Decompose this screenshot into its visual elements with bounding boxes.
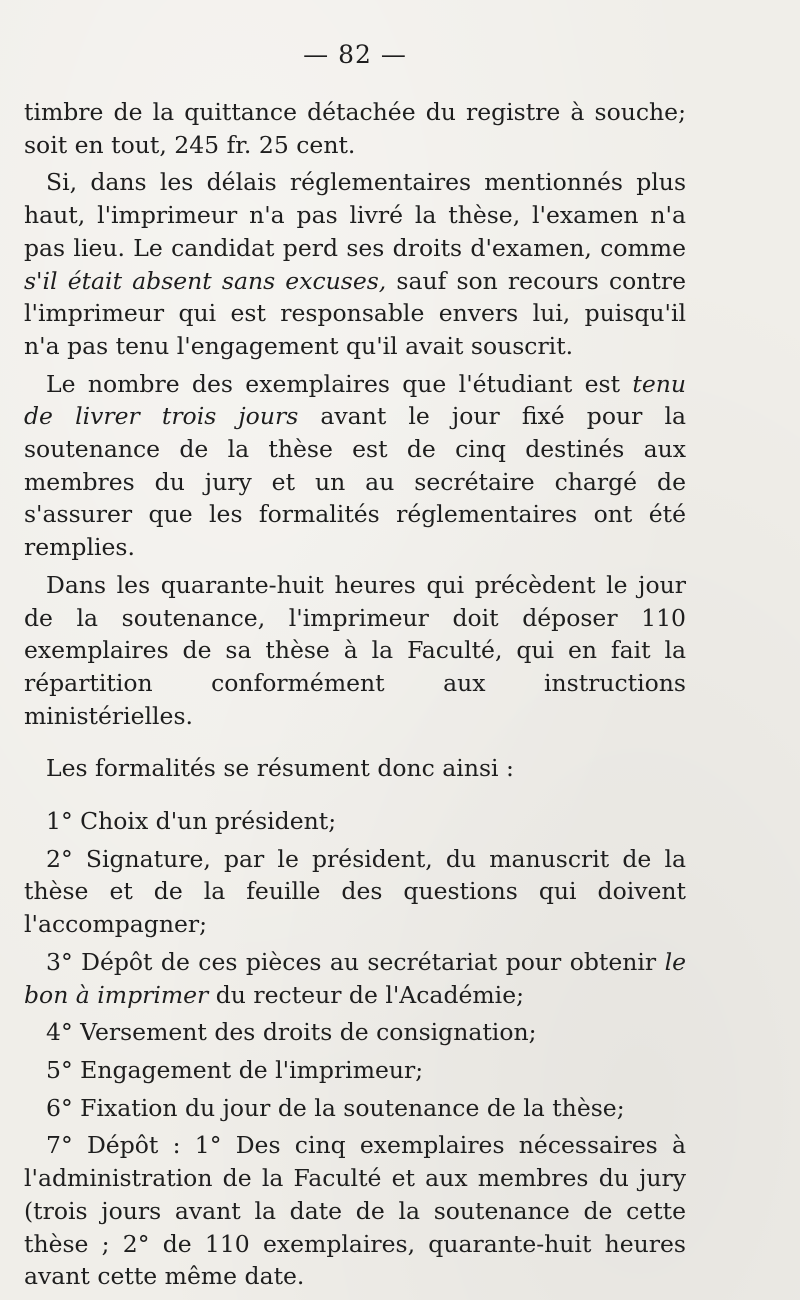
paragraph-copies-count <box>24 368 686 564</box>
text-span: Si, dans les délais réglementaires mentionnés plus haut, l'imprimeur n'a pas livré la thèse, l'examen n'a pas lieu. Le candidat perd ses droits d'examen, comme <box>24 168 686 262</box>
text-span: 3° Dépôt de ces pièces au secrétariat pour obtenir <box>46 947 665 976</box>
paragraph-printer-deadline <box>24 166 686 362</box>
list-item-5: 5° Engagement de l'imprimeur; <box>46 1055 424 1084</box>
text-span: sauf son recours contre l'imprimeur qui est responsable envers lui, puisqu'il n'a pas tenu l'engagement qu'il avait souscrit. <box>24 266 686 360</box>
list-item-6: 6° Fixation du jour de la soutenance de la thèse; <box>46 1093 625 1122</box>
italic-phrase: le bon à imprimer <box>24 947 686 1009</box>
text-span: avant le jour fixé pour la soutenance de la thèse est de cinq destinés aux membres du jury et un au secrétaire chargé de s'assurer que les formalités réglementaires ont été remplies. <box>24 402 687 562</box>
list-item-3 <box>24 946 686 1011</box>
text-span: du recteur de l'Académie; <box>208 980 525 1009</box>
italic-phrase: s'il était absent sans excuses, <box>24 266 387 295</box>
text-span: Le nombre des exemplaires que l'étudiant est <box>46 369 633 398</box>
body-text <box>24 96 686 1293</box>
italic-phrase: tenu de livrer trois jours <box>24 369 686 431</box>
list-item-7: 7° Dépôt : 1° Des cinq exemplaires nécessaires à l'administration de la Faculté et aux membres du jury (trois jours avant la date de la soutenance de cette thèse ; 2° de 110 exemplaires, quarante-huit heures avant cette même date. <box>24 1131 686 1291</box>
paragraph-summary-intro: Les formalités se résument donc ainsi : <box>46 754 514 783</box>
paragraph-deposit: Dans les quarante-huit heures qui précèdent le jour de la soutenance, l'imprimeur doit déposer 110 exemplaires de sa thèse à la Faculté, qui en fait la répartition conformément aux instructions ministérielles. <box>24 570 686 730</box>
page-number: — 82 — <box>303 40 407 69</box>
list-item-4: 4° Versement des droits de consignation; <box>46 1018 537 1047</box>
paragraph-continuation: timbre de la quittance détachée du registre à souche; soit en tout, 245 fr. 25 cent. <box>24 98 686 159</box>
list-item-1: 1° Choix d'un président; <box>46 807 337 836</box>
list-item-2: 2° Signature, par le président, du manuscrit de la thèse et de la feuille des questions qui doivent l'accompagner; <box>24 844 686 939</box>
